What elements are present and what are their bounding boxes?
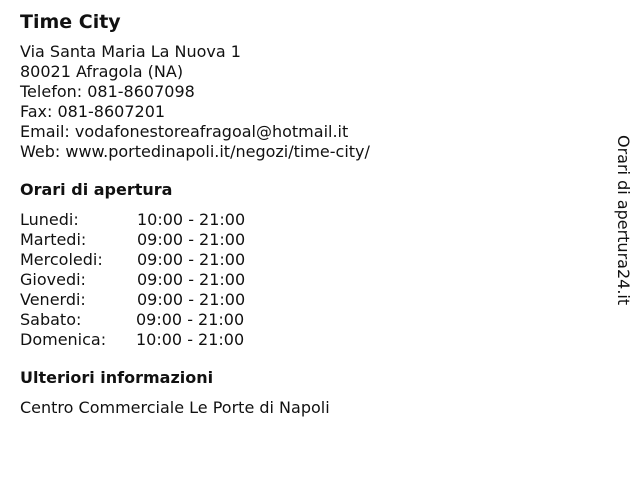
hours-time: 09:00 - 21:00 xyxy=(137,250,246,269)
hours-day: Mercoledi: xyxy=(20,250,103,269)
hours-row-sunday xyxy=(20,330,590,350)
fax-number: Fax: 081-8607201 xyxy=(20,102,166,121)
hours-row-saturday xyxy=(20,310,590,330)
hours-day: Giovedi: xyxy=(20,270,86,289)
hours-time: 09:00 - 21:00 xyxy=(136,310,245,329)
hours-day: Martedi: xyxy=(20,230,87,249)
hours-time: 10:00 - 21:00 xyxy=(137,210,246,229)
opening-hours-title: Orari di apertura xyxy=(20,180,173,199)
hours-time: 09:00 - 21:00 xyxy=(137,270,246,289)
phone-number: Telefon: 081-8607098 xyxy=(20,82,195,101)
more-info-text: Centro Commerciale Le Porte di Napoli xyxy=(20,398,330,417)
store-card xyxy=(20,10,590,418)
hours-time: 09:00 - 21:00 xyxy=(137,230,246,249)
hours-time: 09:00 - 21:00 xyxy=(137,290,246,309)
website-url: Web: www.portedinapoli.it/negozi/time-city/ xyxy=(20,142,370,161)
address-line-1: Via Santa Maria La Nuova 1 xyxy=(20,42,241,61)
email-address: Email: vodafonestoreafragoal@hotmail.it xyxy=(20,122,349,141)
hours-day: Venerdi: xyxy=(20,290,86,309)
hours-day: Domenica: xyxy=(20,330,107,349)
store-name: Time City xyxy=(20,11,121,33)
hours-row-monday xyxy=(20,210,590,230)
hours-row-wednesday xyxy=(20,250,590,270)
hours-time: 10:00 - 21:00 xyxy=(136,330,245,349)
hours-day: Lunedi: xyxy=(20,210,79,229)
hours-day: Sabato: xyxy=(20,310,82,329)
address-line-2: 80021 Afragola (NA) xyxy=(20,62,184,81)
hours-row-tuesday xyxy=(20,230,590,250)
more-info-title: Ulteriori informazioni xyxy=(20,368,214,387)
brand-watermark: Orari di apertura24.it xyxy=(614,135,633,306)
hours-row-thursday xyxy=(20,270,590,290)
hours-row-friday xyxy=(20,290,590,310)
